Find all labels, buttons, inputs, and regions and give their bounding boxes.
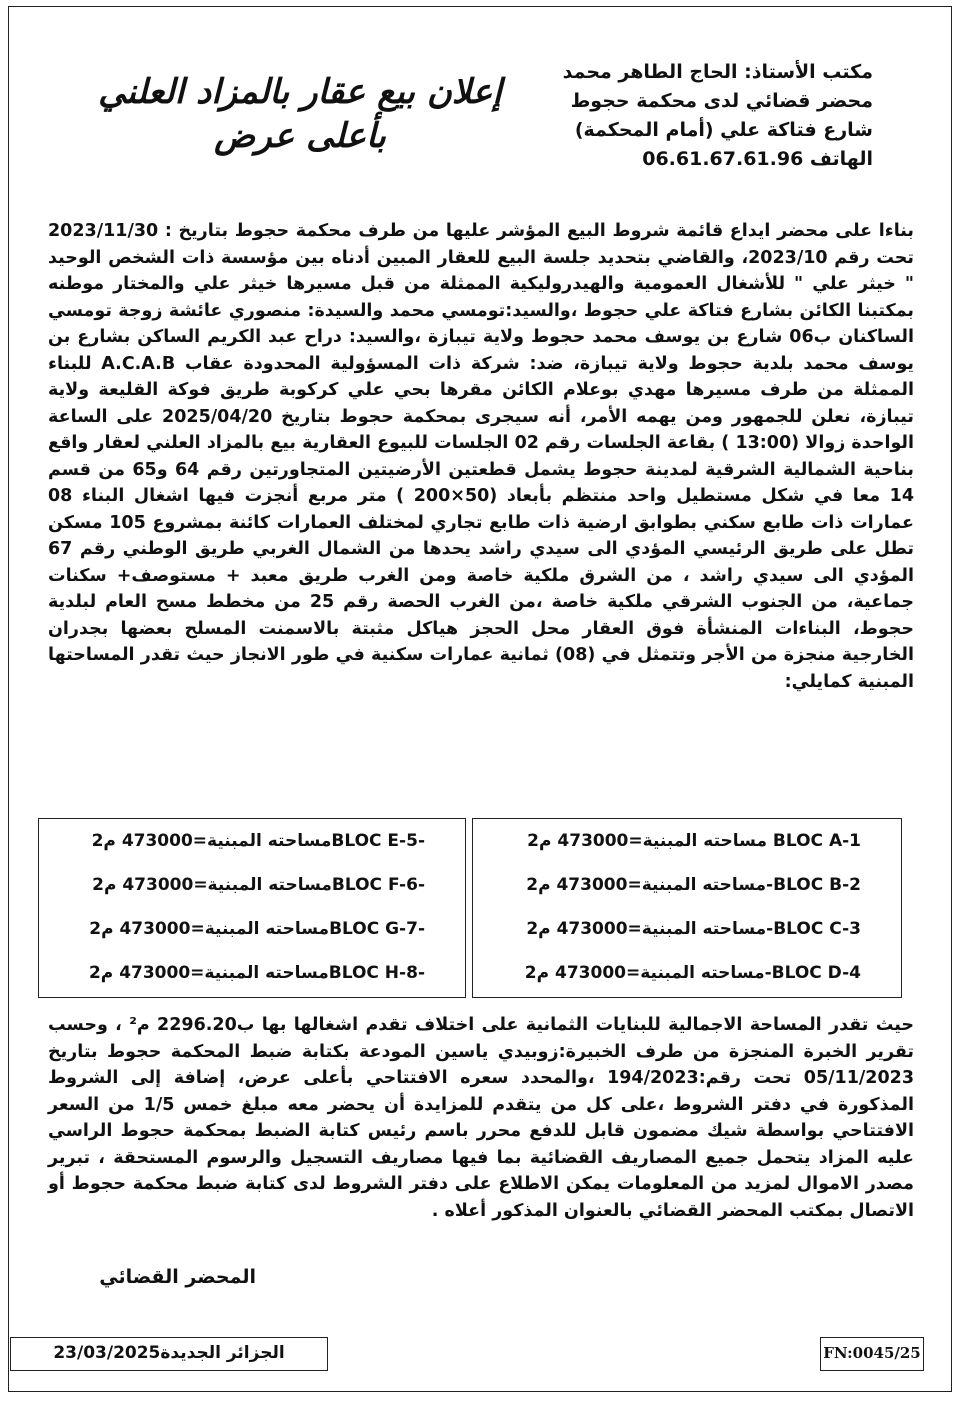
bloc-row: BLOC A-1 مساحته المبنية=473000 م2 bbox=[527, 831, 861, 851]
signature: المحضر القضائي bbox=[99, 1266, 256, 1288]
office-address: شارع فتاكة علي (أمام المحكمة) bbox=[574, 119, 873, 141]
bloc-row: -BLOC E-5مساحته المبنية=473000 م2 bbox=[91, 831, 425, 851]
bloc-row: -BLOC H-8مساحته المبنية=473000 م2 bbox=[88, 963, 425, 983]
office-phone: الهاتف 06.61.67.61.96 bbox=[642, 148, 873, 170]
newspaper-date-box: الجزائر الجديدة23/03/2025 bbox=[10, 1337, 328, 1371]
bailiff-office-header bbox=[543, 58, 873, 174]
blocs-table-right bbox=[472, 818, 902, 998]
bloc-row: BLOC B-2-مساحته المبنية=473000 م2 bbox=[526, 875, 861, 895]
bloc-row: BLOC D-4-مساحته المبنية=473000 م2 bbox=[524, 963, 861, 983]
reference-number-box: FN:0045/25 bbox=[820, 1337, 924, 1371]
announcement-body: بناءا على محضر ايداع قائمة شروط البيع المؤشر عليها من طرف محكمة حجوط بتاريخ : 2023/11/30 تحت رقم 2023/10، والقاضي بتحديد جلسة البيع للعقار المبين أدناه بين مؤسسة ذات الشخص الوحيد " خيثر علي " للأشغال العمومية والهيدروليكية الممثلة من قبل مسيرها خيثر علي والمختار موطنه بمكتبنا الكائن بشارع فتاكة علي حجوط ،والسيد:تومسي محمد والسيدة: منصوري عائشة زوجة تومسي الساكنان ب06 شارع بن يوسف محمد حجوط ولاية تيبازة ،والسيد: دراح عبد الكريم الساكن بشارع بن يوسف محمد بلدية حجوط ولاية تيبازة، ضد: شركة ذات المسؤولية المحدودة عقاب A.C.A.B للبناء الممثلة من طرف مسيرها مهدي بوعلام الكائن مقرها بحي علي كركوبة طريق فوكة القليعة ولاية تيبازة، نعلن للجمهور ومن يهمه الأمر، أنه سيجرى بمحكمة حجوط بتاريخ 2025/04/20 على الساعة الواحدة زوالا (13:00 ) بقاعة الجلسات رقم 02 الجلسات للبيوع العقارية بيع بالمزاد العلني لعقار واقع بناحية الشمالية الشرقية لمدينة حجوط يشمل قطعتين الأرضيتين المتجاورتين رقم 64 و65 من قسم 14 معا في شكل مستطيل واحد منتظم بأبعاد (50×200 ) متر مربع أنجزت فيها اشغال البناء 08 عمارات ذات طابع سكني بطوابق ارضية ذات طابع تجاري لمختلف العمارات كائنة بمشروع 105 مسكن تطل على طريق الرئيسي المؤدي الى سيدي راشد يحدها من الشمال الغربي طريق الوطني رقم 67 المؤدي الى سيدي راشد ، من الشرق ملكية خاصة ومن الغرب طريق معبد + مستوصف+ سكنات جماعية، من الجنوب الشرقي ملكية خاصة ،من الغرب الحصة رقم 25 من مخطط مسح العام لبلدية حجوط، البناءات المنشأة فوق العقار محل الحجز هياكل مثبتة بالاسمنت المسلح بعضها بجدران الخارجية منجزة من الأجر وتتمثل في (08) ثمانية عمارات سكنية في طور الانجاز حيث تقدر المساحتها المبنية كمايلي: bbox=[48, 221, 915, 692]
office-court: محضر قضائي لدى محكمة حجوط bbox=[570, 90, 873, 112]
bloc-row: BLOC C-3-مساحته المبنية=473000 م2 bbox=[526, 919, 861, 939]
title-line-2: بأعلى عرض bbox=[214, 116, 386, 156]
office-name: مكتب الأستاذ: الحاج الطاهر محمد bbox=[562, 61, 873, 83]
announcement-title bbox=[60, 70, 540, 158]
bloc-row: -BLOC G-7مساحته المبنية=473000 م2 bbox=[89, 919, 425, 939]
bloc-row: -BLOC F-6مساحته المبنية=473000 م2 bbox=[92, 875, 425, 895]
announcement-conditions: حيث تقدر المساحة الاجمالية للبنايات الثمانية على اختلاف تقدم اشغالها بها ب2296.20 م² ، وحسب تقرير الخبرة المنجزة من طرف الخبيرة:زوبيدي ياسين المودعة بكتابة ضبط المحكمة حجوط بتاريخ 05/11/2023 تحت رقم:194/2023 ،والمحدد سعره الافتتاحي بأعلى عرض، إضافة إلى الشروط المذكورة في دفتر الشروط ،على كل من يتقدم للمزايدة أن يحضر معه مبلغ خمس 1/5 من السعر الافتتاحي بواسطة شيك مضمون قابل للدفع محرر باسم رئيس كتابة الضبط بمحكمة حجوط الراسي عليه المزاد يتحمل جميع المصاريف القضائية بما فيها مصاريف التسجيل والرسوم المستحقة ، تبرير مصدر الاموال لمزيد من المعلومات يمكن الاطلاع على دفتر الشروط لدى كتابة ضبط محكمة حجوط أو الاتصال بمكتب المحضر القضائي بالعنوان المذكور أعلاه . bbox=[48, 1015, 915, 1221]
title-line-1: إعلان بيع عقار بالمزاد العلني bbox=[98, 72, 502, 112]
blocs-table-left bbox=[38, 818, 466, 998]
